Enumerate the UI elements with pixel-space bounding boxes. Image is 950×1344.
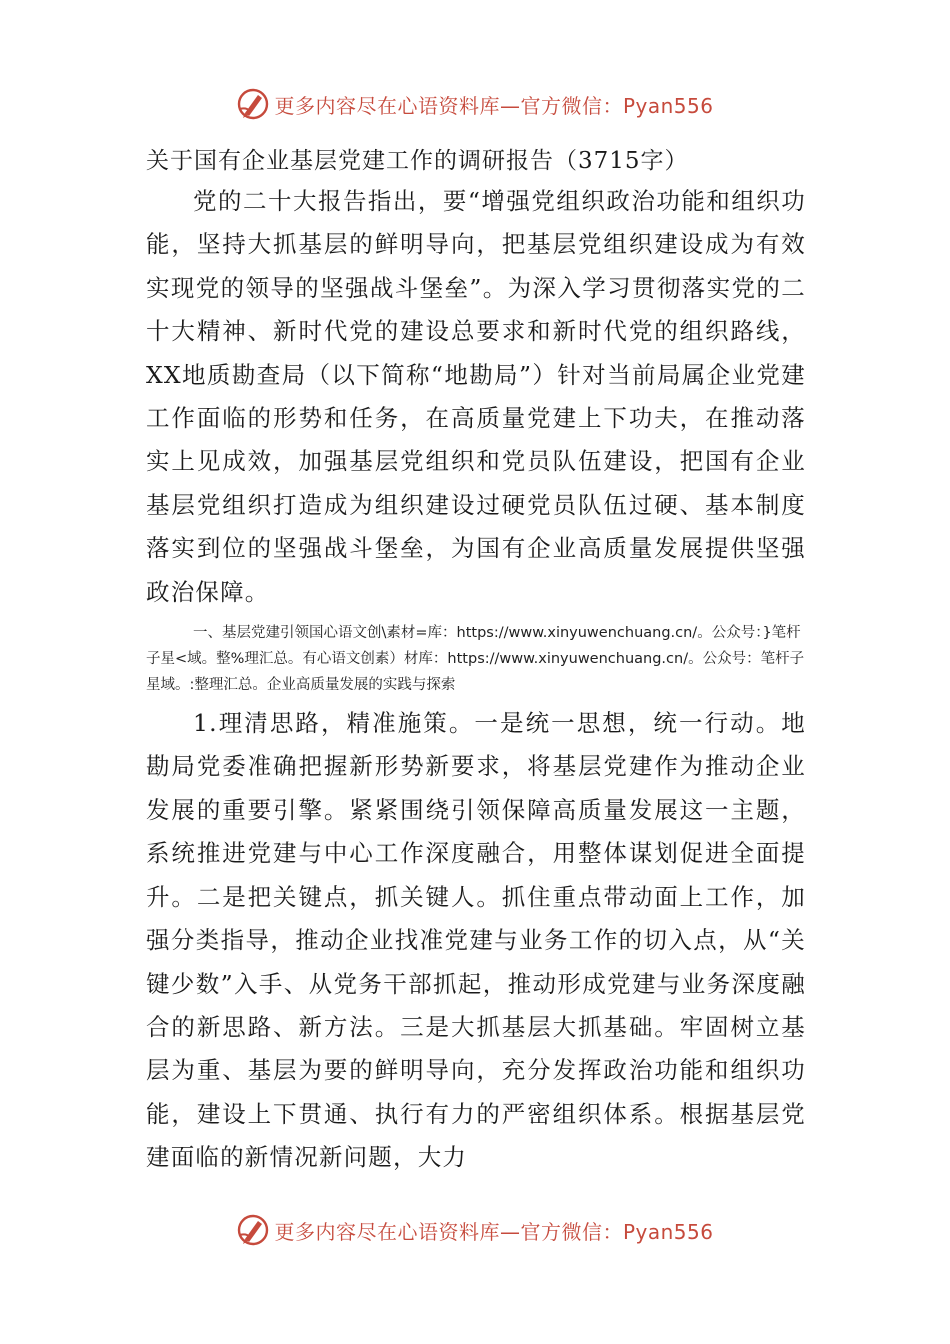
header-banner-text: 更多内容尽在心语资料库—官方微信：Pyan556	[274, 93, 714, 118]
section-heading: 一、基层党建引领国心语文创\素材=库：https://www.xinyuwenchuang.cn/。公众号：}笔杆子星<域。整%理汇总。有心语文创素）材库：https://www.xinyuwenchuang.cn/。公众号：笔杆子星域。:整理汇总。企业高质量发展的实践与探索	[146, 625, 805, 694]
document-title: 关于国有企业基层党建工作的调研报告（3715字）	[146, 148, 689, 174]
footer-banner-text: 更多内容尽在心语资料库—官方微信：Pyan556	[274, 1219, 714, 1244]
pen-logo-icon	[236, 87, 270, 121]
document-body	[146, 142, 806, 1180]
pen-logo-icon	[236, 1213, 270, 1247]
header-banner	[0, 84, 950, 124]
paragraph-intro: 党的二十大报告指出，要“增强党组织政治功能和组织功能，坚持大抓基层的鲜明导向，把基层党组织建设成为有效实现党的领导的坚强战斗堡垒”。为深入学习贯彻落实党的二十大精神、新时代党的建设总要求和新时代党的组织路线，XX地质勘查局（以下简称“地勘局”）针对当前局属企业党建工作面临的形势和任务，在高质量党建上下功夫，在推动落实上见成效，加强基层党组织和党员队伍建设，把国有企业基层党组织打造成为组织建设过硬党员队伍过硬、基本制度落实到位的坚强战斗堡垒，为国有企业高质量发展提供坚强政治保障。	[146, 187, 806, 606]
paragraph-section-1: 1.理清思路，精准施策。一是统一思想，统一行动。地勘局党委准确把握新形势新要求，将基层党建作为推动企业发展的重要引擎。紧紧围绕引领保障高质量发展这一主题，系统推进党建与中心工作深度融合，用整体谋划促进全面提升。二是把关键点，抓关键人。抓住重点带动面上工作，加强分类指导，推动企业找准党建与业务工作的切入点，从“关键少数”入手、从党务干部抓起，推动形成党建与业务深度融合的新思路、新方法。三是大抓基层大抓基础。牢固树立基层为重、基层为要的鲜明导向，充分发挥政治功能和组织功能，建设上下贯通、执行有力的严密组织体系。根据基层党建面临的新情况新问题，大力	[146, 709, 806, 1172]
footer-banner	[0, 1210, 950, 1250]
